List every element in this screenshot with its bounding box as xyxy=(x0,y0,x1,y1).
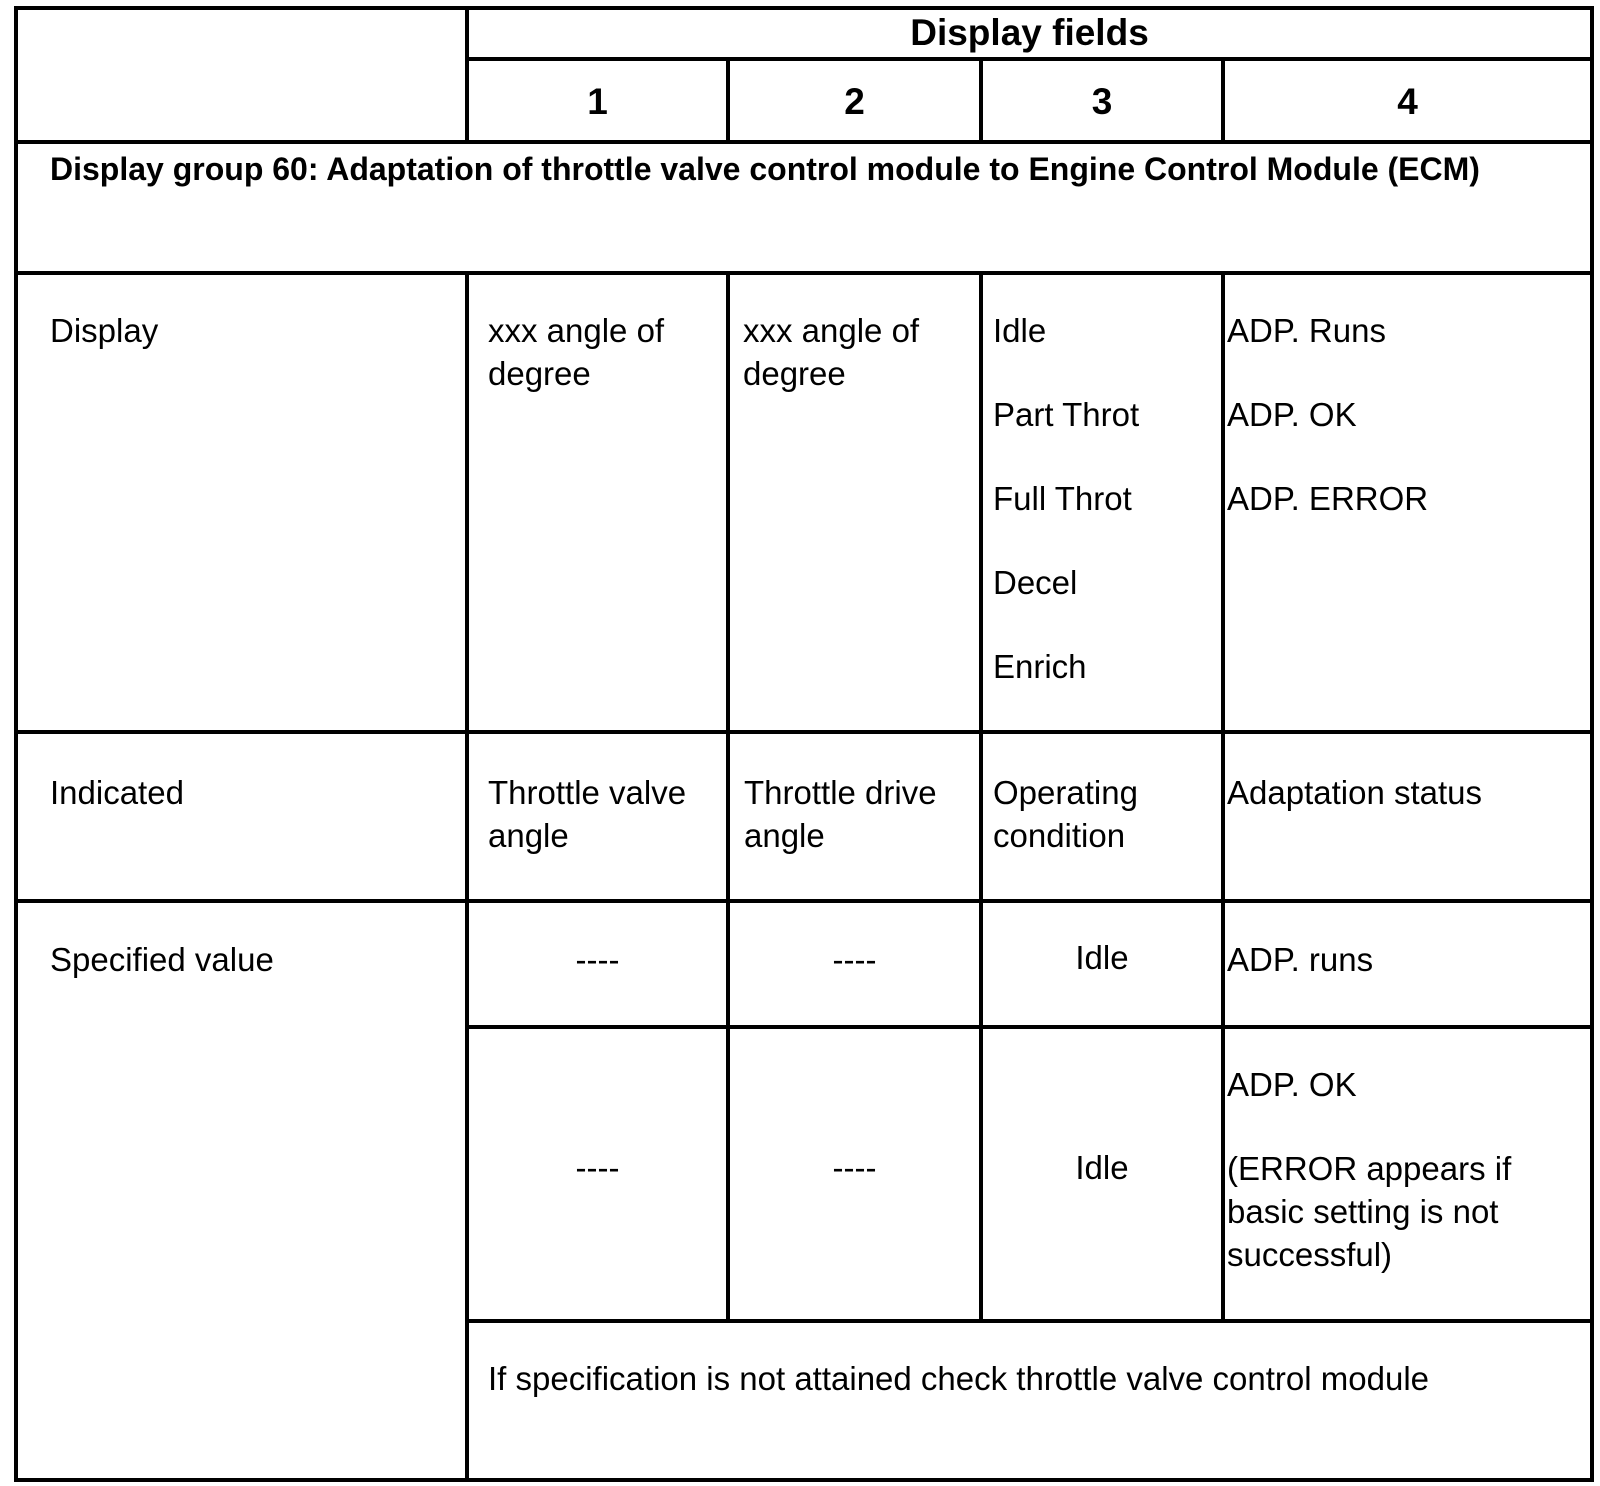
table-border-right xyxy=(1590,6,1594,1482)
rule-under-column-numbers xyxy=(14,140,1594,144)
specified-row2-field3: Idle xyxy=(1075,1149,1129,1186)
specified-row2-field4-note: (ERROR appears if basic setting is not successful) xyxy=(1227,1150,1512,1273)
display-group-table xyxy=(14,6,1594,1482)
specified-row1-field2: ---- xyxy=(832,941,877,978)
display-field3-item: Part Throt xyxy=(993,396,1140,433)
display-field4-item: ADP. ERROR xyxy=(1227,480,1429,517)
rule-under-display-row xyxy=(14,730,1594,734)
table-border-left xyxy=(14,6,18,1482)
specification-note: If specification is not attained check throttle valve control module xyxy=(488,1360,1429,1397)
rule-above-note xyxy=(465,1319,1594,1323)
table-border-bottom xyxy=(14,1478,1594,1482)
display-field3-item: Idle xyxy=(993,312,1047,349)
specified-row1-field1: ---- xyxy=(575,941,620,978)
indicated-field3: Operating condition xyxy=(993,774,1138,854)
specified-row1-field3: Idle xyxy=(1075,939,1129,976)
rule-after-label-col xyxy=(465,271,469,1482)
display-field3-item: Full Throt xyxy=(993,480,1132,517)
rule-under-group-title xyxy=(14,271,1594,275)
specified-row2-field2: ---- xyxy=(832,1149,877,1186)
display-field3-item: Enrich xyxy=(993,648,1087,685)
rule-col3-col4 xyxy=(1221,271,1225,1323)
column-number-2: 2 xyxy=(844,81,865,122)
rule-under-display-fields xyxy=(465,57,1594,61)
row-label-specified-value: Specified value xyxy=(50,941,274,978)
row-label-display: Display xyxy=(50,312,159,349)
specified-row2-field1: ---- xyxy=(575,1149,620,1186)
rule-under-indicated-row xyxy=(14,899,1594,903)
display-field4-item: ADP. Runs xyxy=(1227,312,1386,349)
indicated-field2: Throttle drive angle xyxy=(744,774,937,854)
row-label-indicated: Indicated xyxy=(50,774,184,811)
indicated-field1: Throttle valve angle xyxy=(488,774,687,854)
display-field4-item: ADP. OK xyxy=(1227,396,1357,433)
specified-row2-field4-status: ADP. OK xyxy=(1227,1066,1357,1103)
display-field3-item: Decel xyxy=(993,564,1078,601)
rule-under-specified-row1 xyxy=(465,1025,1594,1029)
indicated-field4: Adaptation status xyxy=(1227,774,1483,811)
column-number-3: 3 xyxy=(1091,81,1113,122)
display-fields-heading: Display fields xyxy=(910,12,1149,53)
group-title: Display group 60: Adaptation of throttle valve control module to Engine Control Module (ECM) xyxy=(50,151,1480,187)
display-field2: xxx angle of degree xyxy=(743,312,920,392)
specified-row1-field4: ADP. runs xyxy=(1227,941,1374,978)
display-field1: xxx angle of degree xyxy=(488,312,665,392)
column-number-1: 1 xyxy=(587,81,608,122)
column-number-4: 4 xyxy=(1397,81,1418,122)
